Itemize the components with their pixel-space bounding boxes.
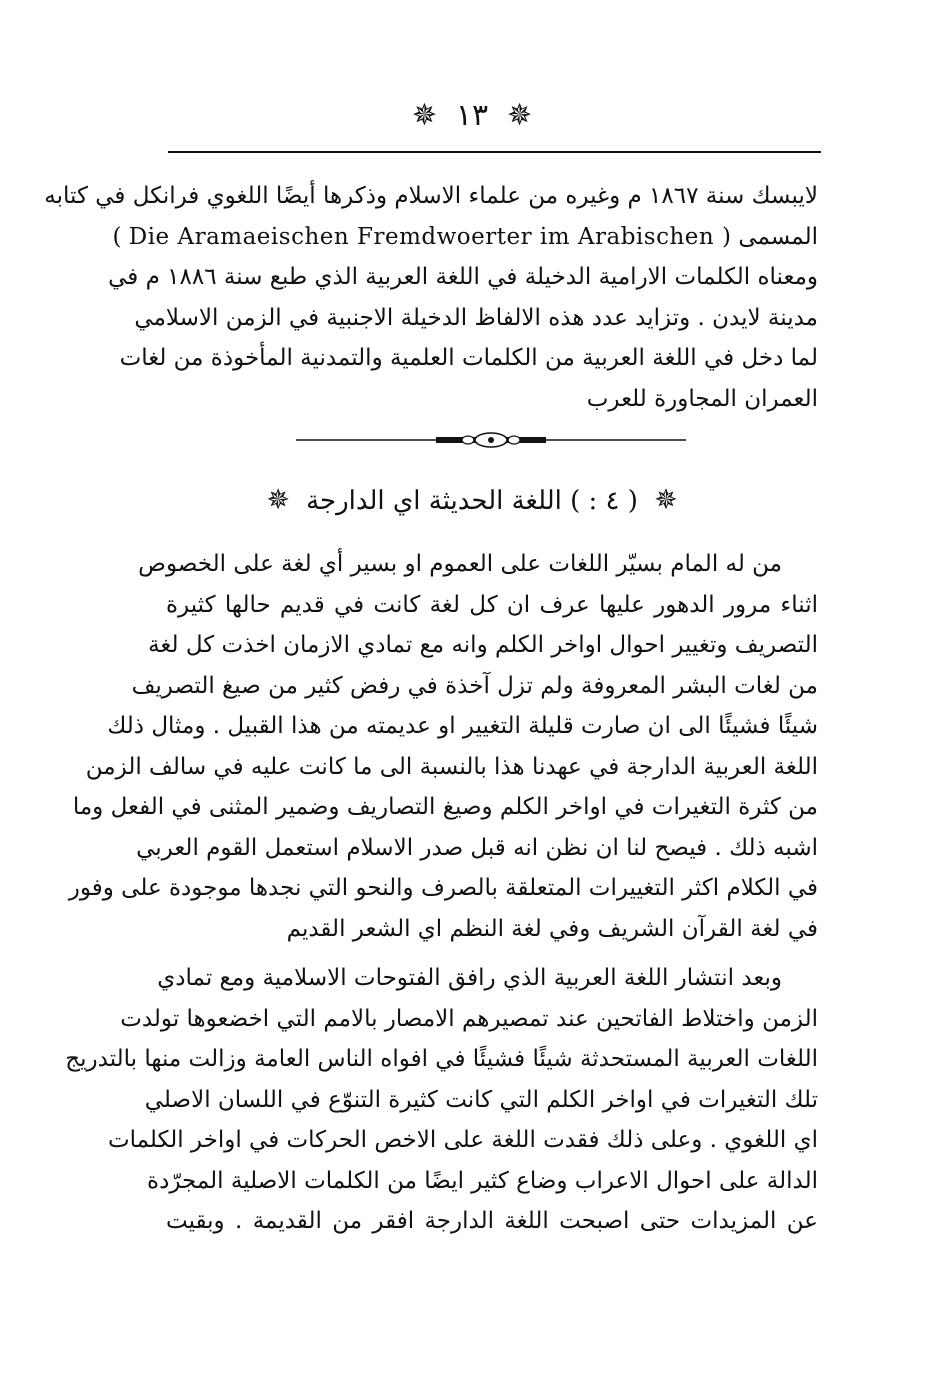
paragraph xyxy=(68,544,818,949)
text-line: عن المزيدات حتى اصبحت اللغة الدارجة افقر من القديمة . وبقيت xyxy=(166,1208,818,1234)
text-line: التصريف وتغيير احوال اواخر الكلم وانه مع تمادي الازمان اخذت كل لغة xyxy=(148,632,818,658)
text-line: من كثرة التغيرات في اواخر الكلم وصيغ التصاريف وضمير المثنى في الفعل وما xyxy=(72,794,818,820)
text-line: مدينة لايدن . وتزايد عدد هذه الالفاظ الدخيلة الاجنبية في الزمن الاسلامي xyxy=(134,304,818,331)
ornament-icon: ✵ xyxy=(266,483,290,516)
text-line: من له المام بسيّر اللغات على العموم او بسير أي لغة على الخصوص xyxy=(138,551,782,577)
text-line: لما دخل في اللغة العربية من الكلمات العلمية والتمدنية المأخوذة من لغات xyxy=(119,345,818,371)
text-line: الزمن واختلاط الفاتحين عند تمصيرهم الامصار بالامم التي اخضعوها تولدت xyxy=(120,1005,818,1032)
section-divider xyxy=(296,431,686,449)
page-header xyxy=(0,92,944,136)
section-title-text: ( ٤ : ) اللغة الحديثة اي الدارجة xyxy=(306,486,638,516)
text-line: وبعد انتشار اللغة العربية الذي رافق الفتوحات الاسلامية ومع تمادي xyxy=(157,965,782,991)
text-fragment: المسمى xyxy=(738,223,818,250)
text-line: اللغة العربية الدارجة في عهدنا هذا بالنسبة الى ما كانت عليه في سالف الزمن xyxy=(85,753,818,780)
paragraph-continuation xyxy=(44,176,818,419)
page-number: ١٣ xyxy=(455,97,489,133)
text-line: في الكلام اكثر التغييرات المتعلقة بالصرف والنحو التي نجدها موجودة على وفور xyxy=(68,875,818,901)
section-heading xyxy=(0,478,944,522)
book-title-latin: ( Die Aramaeischen Fremdwoerter im Arabischen ) xyxy=(112,223,731,250)
text-line: تلك التغيرات في اواخر الكلم التي كانت كثيرة التنوّع في اللسان الاصلي xyxy=(144,1086,818,1113)
text-line: اشبه ذلك . فيصح لنا ان نظن انه قبل صدر الاسلام استعمل القوم العربي xyxy=(136,834,818,861)
ornament-icon: ✵ xyxy=(507,97,533,133)
ornament-icon: ✵ xyxy=(411,97,437,133)
text-line: اثناء مرور الدهور عليها عرف ان كل لغة كانت في قديم حالها كثيرة xyxy=(166,591,818,618)
text-line: من لغات البشر المعروفة ولم تزل آخذة في رفض كثير من صيغ التصريف xyxy=(131,672,818,699)
ornament-icon: ✵ xyxy=(654,483,678,516)
text-line: في لغة القرآن الشريف وفي لغة النظم اي الشعر القديم xyxy=(286,915,818,942)
text-line: شيئًا فشيئًا الى ان صارت قليلة التغيير او عديمته من هذا القبيل . ومثال ذلك xyxy=(107,713,818,739)
text-line: لايبسك سنة ١٨٦٧ م وغيره من علماء الاسلام وذكرها أيضًا اللغوي فرانكل في كتابه xyxy=(44,183,818,209)
text-line: الدالة على احوال الاعراب وضاع كثير ايضًا من الكلمات الاصلية المجرّدة xyxy=(147,1167,818,1194)
text-line: اللغات العربية المستحدثة شيئًا فشيئًا في افواه الناس العامة وزالت منها بالتدريج xyxy=(65,1046,818,1072)
paragraph xyxy=(65,958,818,1242)
text-line: ومعناه الكلمات الارامية الدخيلة في اللغة العربية الذي طبع سنة ١٨٨٦ م في xyxy=(108,264,818,290)
text-line: اي اللغوي . وعلى ذلك فقدت اللغة على الاخص الحركات في اواخر الكلمات xyxy=(107,1127,818,1153)
header-rule xyxy=(168,151,821,153)
text-line: العمران المجاورة للعرب xyxy=(586,385,818,412)
text-line xyxy=(112,217,818,258)
